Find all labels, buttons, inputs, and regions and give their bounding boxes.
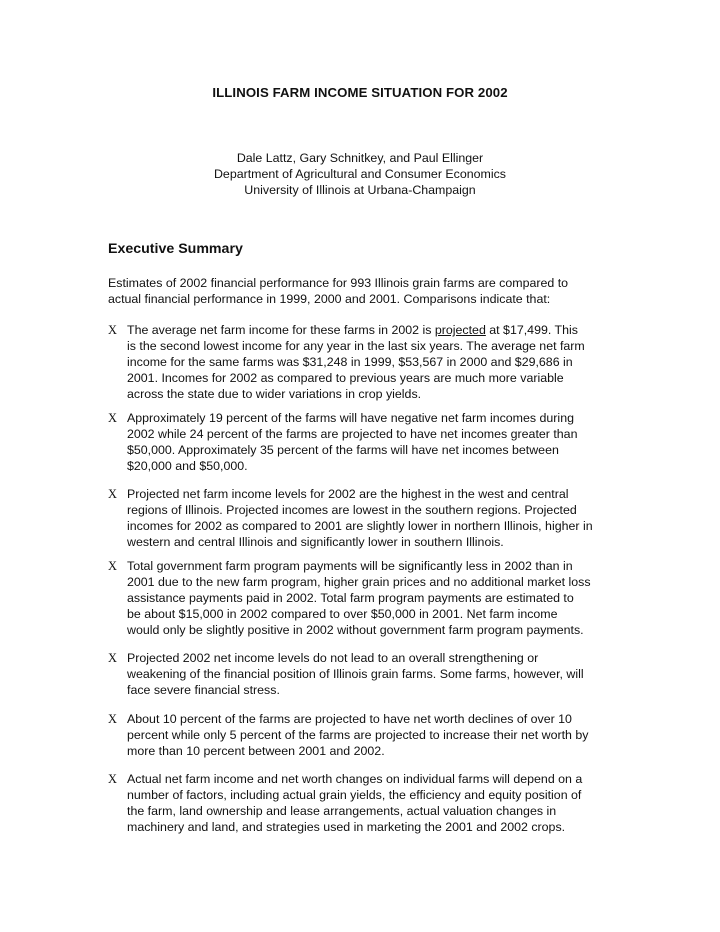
emphasized-word: projected (434, 323, 486, 337)
bullet-line: be about $15,000 in 2002 compared to over $50,000 in 2001. Net farm income (127, 607, 558, 621)
bullet-marker: X (108, 712, 117, 726)
bullet-line-segment: at $17,499. This (485, 323, 578, 337)
bullet-text (127, 558, 591, 638)
bullet-line: Approximately 19 percent of the farms will have negative net farm incomes during (127, 411, 574, 425)
bullet-line: is the second lowest income for any year in the last six years. The average net farm (127, 339, 585, 353)
bullet-line: assistance payments paid in 2002. Total farm program payments are estimated to (127, 591, 574, 605)
bullet-line: the farm, land ownership and lease arrangements, actual valuation changes in (127, 804, 557, 818)
bullet-line: more than 10 percent between 2001 and 2002. (127, 744, 385, 758)
document-title: ILLINOIS FARM INCOME SITUATION FOR 2002 (212, 85, 508, 100)
bullet-text (127, 410, 577, 474)
intro-line: actual financial performance in 1999, 2000 and 2001. Comparisons indicate that: (108, 292, 551, 306)
bullet-text (127, 486, 593, 550)
bullet-line: would only be slightly positive in 2002 without government farm program payments. (127, 623, 584, 637)
bullet-line: percent while only 5 percent of the farms are projected to increase their net worth by (127, 728, 589, 742)
bullet-line: $50,000. Approximately 35 percent of the farms will have net incomes between (127, 443, 559, 457)
author-block (0, 150, 720, 198)
bullet-line: $20,000 and $50,000. (127, 459, 248, 473)
bullet-line (127, 322, 585, 338)
bullet-marker: X (108, 559, 117, 573)
bullet-marker: X (108, 487, 117, 501)
bullet-marker: X (108, 651, 117, 665)
author-university: University of Illinois at Urbana-Champaign (244, 183, 476, 197)
bullet-line: Actual net farm income and net worth changes on individual farms will depend on a (127, 772, 583, 786)
bullet-line: income for the same farms was $31,248 in 1999, $53,567 in 2000 and $29,686 in (127, 355, 573, 369)
bullet-line: face severe financial stress. (127, 683, 280, 697)
bullet-line: western and central Illinois and significantly lower in southern Illinois. (127, 535, 504, 549)
bullet-text (127, 322, 585, 402)
author-department: Department of Agricultural and Consumer Economics (213, 167, 506, 181)
bullet-line: machinery and land, and strategies used in marketing the 2001 and 2002 crops. (127, 820, 566, 834)
bullet-marker: X (108, 323, 117, 337)
bullet-line: Projected net farm income levels for 2002 are the highest in the west and central (127, 487, 569, 501)
bullet-line: across the state due to wider variations in crop yields. (127, 387, 422, 401)
bullet-line: Total government farm program payments will be significantly less in 2002 than in (127, 559, 573, 573)
bullet-line: 2001. Incomes for 2002 as compared to previous years are much more variable (127, 371, 564, 385)
intro-line: Estimates of 2002 financial performance for 993 Illinois grain farms are compared to (108, 276, 569, 290)
bullet-line: About 10 percent of the farms are projected to have net worth declines of over 10 (127, 712, 572, 726)
bullet-line: weakening of the financial position of Illinois grain farms. Some farms, however, will (127, 667, 584, 681)
bullet-marker: X (108, 772, 117, 786)
bullet-text (127, 711, 588, 759)
bullet-line-segment: The average net farm income for these farms in 2002 is (127, 323, 435, 337)
bullet-line: incomes for 2002 as compared to 2001 are slightly lower in northern Illinois, higher in (127, 519, 593, 533)
author-names: Dale Lattz, Gary Schnitkey, and Paul Ellinger (236, 151, 484, 165)
intro-paragraph (108, 275, 618, 307)
bullet-line: 2002 while 24 percent of the farms are projected to have net incomes greater than (127, 427, 578, 441)
bullet-line: number of factors, including actual grain yields, the efficiency and equity position of (127, 788, 582, 802)
bullet-line: 2001 due to the new farm program, higher grain prices and no additional market loss (127, 575, 591, 589)
bullet-marker: X (108, 411, 117, 425)
section-heading: Executive Summary (108, 241, 243, 257)
bullet-text (127, 771, 582, 835)
bullet-line: regions of Illinois. Projected incomes are lowest in the southern regions. Projected (127, 503, 577, 517)
bullet-text (127, 650, 584, 698)
bullet-line: Projected 2002 net income levels do not lead to an overall strengthening or (127, 651, 539, 665)
